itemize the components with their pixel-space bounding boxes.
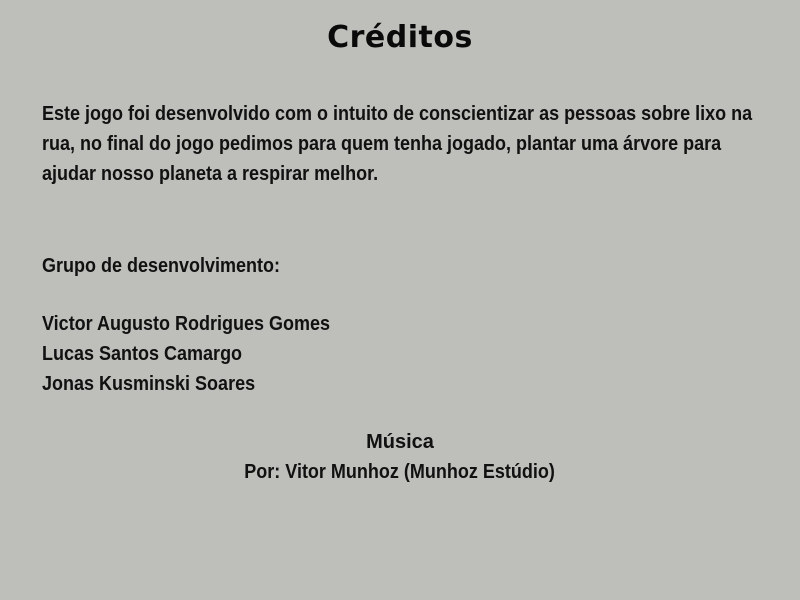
music-author: Por: Vitor Munhoz (Munhoz Estúdio) xyxy=(244,461,556,483)
music-credits xyxy=(0,427,800,487)
member-name: Lucas Santos Camargo xyxy=(42,343,243,365)
credits-description: Este jogo foi desenvolvido com o intuito de conscientizar as pessoas sobre lixo na rua, no final do jogo pedimos para quem tenha jogado, plantar uma árvore para ajudar nosso planeta a respirar melhor. xyxy=(42,103,753,185)
member-name: Victor Augusto Rodrigues Gomes xyxy=(42,313,331,335)
member-name: Jonas Kusminski Soares xyxy=(42,373,256,395)
development-group-label: Grupo de desenvolvimento: xyxy=(42,255,281,277)
credits-title: Créditos xyxy=(327,20,473,55)
music-label: Música xyxy=(366,431,434,453)
member-list xyxy=(42,309,708,399)
